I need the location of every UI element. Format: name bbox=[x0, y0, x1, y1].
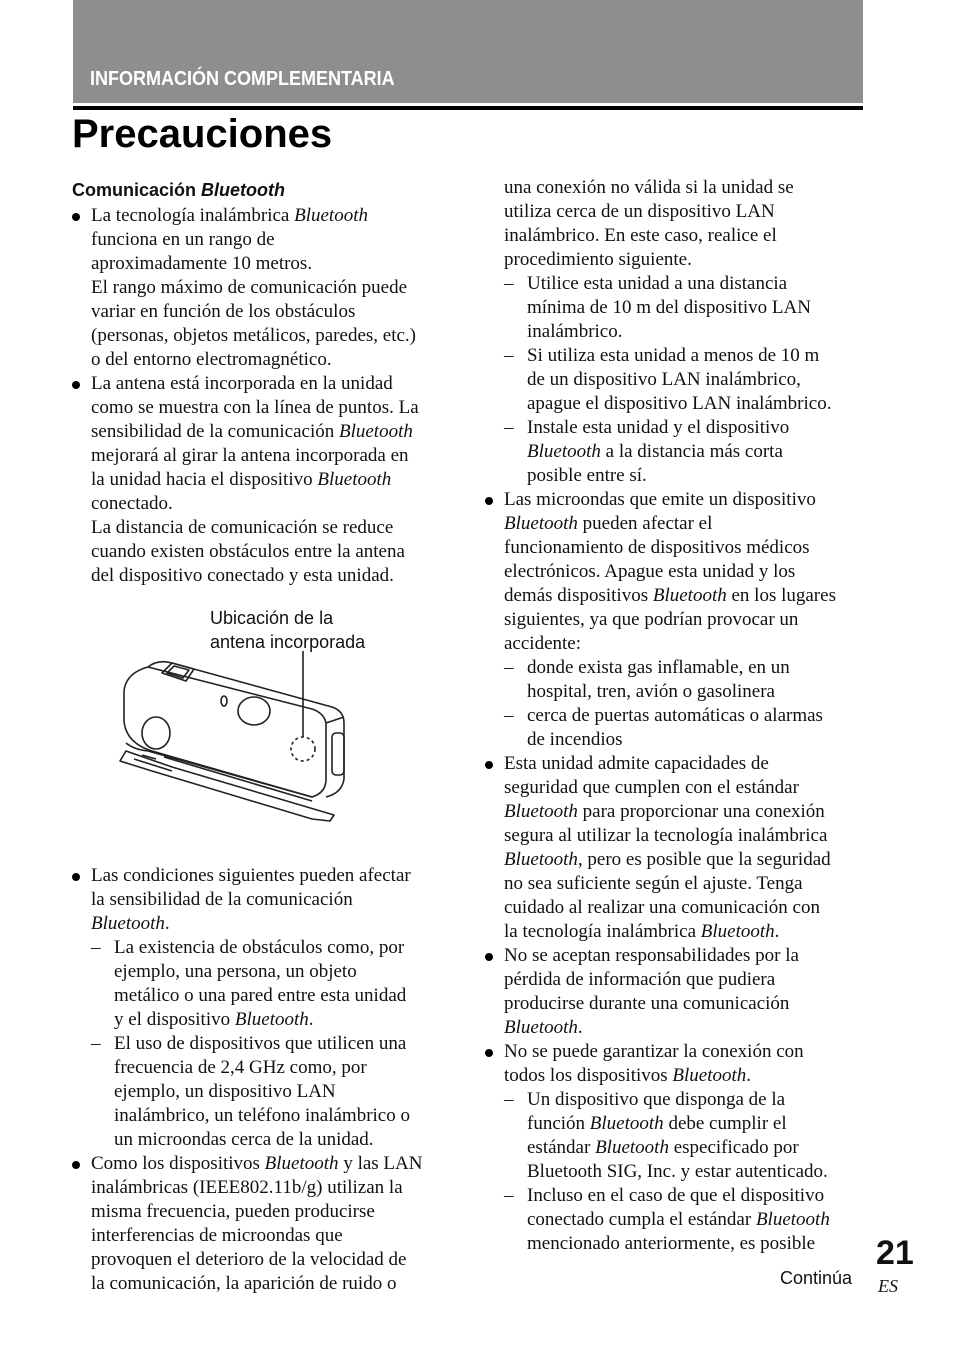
section-label: INFORMACIÓN COMPLEMENTARIA bbox=[90, 68, 395, 90]
bullet-dot bbox=[72, 873, 80, 881]
dash-flammable-gas: – donde exista gas inflamable, en un hospital, tren, avión o gasolinera bbox=[504, 657, 790, 702]
bullet-range: La tecnología inalámbrica Bluetooth funciona en un rango de aproximadamente 10 metros. El rango máximo de comunicación puede variar en función de los obstáculos (personas, objetos metálicos, paredes, etc.) o del entorno electromagnético. bbox=[72, 204, 457, 372]
bullet-dot bbox=[72, 1161, 80, 1169]
dash-mark: – bbox=[504, 1089, 514, 1110]
continued-paragraph: una conexión no válida si la unidad se utiliza cerca de un dispositivo LAN inalámbrico. En este caso, realice el procedimiento siguiente. bbox=[504, 177, 794, 270]
bullet-dot bbox=[485, 953, 493, 961]
bullet-dot bbox=[485, 1049, 493, 1057]
dash-automatic-doors: – cerca de puertas automáticas o alarmas de incendios bbox=[504, 705, 823, 750]
device-illustration bbox=[112, 651, 392, 831]
title-rule bbox=[73, 106, 863, 110]
bullet-connection-guarantee: No se puede garantizar la conexión con todos los dispositivos Bluetooth. bbox=[485, 1040, 870, 1088]
dash-frequency: – El uso de dispositivos que utilicen una frecuencia de 2,4 GHz como, por ejemplo, un dispositivo LAN inalámbrico, un teléfono inalámbrico o un microondas cerca de la unidad. bbox=[91, 1033, 410, 1150]
page-title: Precauciones bbox=[72, 112, 333, 156]
dash-mark: – bbox=[504, 705, 514, 726]
dash-obstacles: – La existencia de obstáculos como, por ejemplo, una persona, un objeto metálico o una pared entre esta unidad y el dispositivo Bluetooth. bbox=[91, 937, 407, 1030]
continued-label: Continúa bbox=[780, 1268, 853, 1288]
dash-mark: – bbox=[504, 417, 514, 438]
bullet-dot bbox=[72, 381, 80, 389]
bullet-security: Esta unidad admite capacidades de seguridad que cumplen con el estándar Bluetooth para proporcionar una conexión segura al utilizar la tecnología inalámbrica Bluetooth, pero es posible que la seguridad no sea suficiente según el ajuste. Tenga cuidado al realizar una comunicación con la tecnología inalámbrica Bluetooth. bbox=[485, 752, 870, 944]
bullet-dot bbox=[485, 497, 493, 505]
dash-install-close: – Instale esta unidad y el dispositivo Bluetooth a la distancia más corta posible entre sí. bbox=[504, 417, 790, 486]
language-code: ES bbox=[878, 1276, 898, 1296]
dash-turn-off-lan: – Si utiliza esta unidad a menos de 10 m de un dispositivo LAN inalámbrico, apague el dispositivo LAN inalámbrico. bbox=[504, 345, 832, 414]
dash-mark: – bbox=[504, 1185, 514, 1206]
dash-distance: – Utilice esta unidad a una distancia mínima de 10 m del dispositivo LAN inalámbrico. bbox=[504, 273, 811, 342]
page-number: 21 bbox=[876, 1234, 914, 1272]
antenna-location-label: Ubicación de la antena incorporada bbox=[210, 608, 366, 652]
dash-mark: – bbox=[504, 345, 514, 366]
bullet-microwaves-medical: Las microondas que emite un dispositivo Bluetooth pueden afectar el funcionamiento de dispositivos médicos electrónicos. Apague esta unidad y los demás dispositivos Bluetooth en los lugares siguientes, ya que podrían provocar un accidente: bbox=[485, 488, 870, 656]
dash-mark: – bbox=[504, 273, 514, 294]
right-column bbox=[485, 176, 870, 1256]
left-column bbox=[72, 176, 457, 1296]
dash-standard-compliance: – Un dispositivo que disponga de la función Bluetooth debe cumplir el estándar Bluetooth especificado por Bluetooth SIG, Inc. y estar autenticado. bbox=[504, 1089, 828, 1182]
dash-mark: – bbox=[91, 1033, 101, 1054]
dash-mark: – bbox=[91, 937, 101, 958]
bullet-dot bbox=[485, 761, 493, 769]
bullet-interference: Como los dispositivos Bluetooth y las LAN inalámbricas (IEEE802.11b/g) utilizan la misma frecuencia, pueden producirse interferencias de microondas que provoquen el deterioro de la velocidad de la comunicación, la aparición de ruido o bbox=[72, 1152, 457, 1296]
dash-mark: – bbox=[504, 657, 514, 678]
bullet-antenna: La antena está incorporada en la unidad como se muestra con la línea de puntos. La sensibilidad de la comunicación Bluetooth mejorará al girar la antena incorporada en la unidad hacia el dispositivo Bluetooth conectado. La distancia de comunicación se reduce cuando existen obstáculos entre la antena del dispositivo conectado y esta unidad. bbox=[72, 372, 457, 588]
antenna-location-circle bbox=[291, 737, 315, 761]
dash-even-if-compliant: – Incluso en el caso de que el dispositivo conectado cumpla el estándar Bluetooth mencionado anteriormente, es posible bbox=[504, 1185, 830, 1254]
subheading-bluetooth-communication: Comunicación Bluetooth bbox=[72, 180, 285, 200]
antenna-figure bbox=[72, 596, 457, 858]
bullet-responsibility: No se aceptan responsabilidades por la pérdida de información que pudiera producirse durante una comunicación Bluetooth. bbox=[485, 944, 870, 1040]
bullet-conditions: Las condiciones siguientes pueden afectar la sensibilidad de la comunicación Bluetooth. bbox=[72, 864, 457, 936]
bullet-dot bbox=[72, 213, 80, 221]
